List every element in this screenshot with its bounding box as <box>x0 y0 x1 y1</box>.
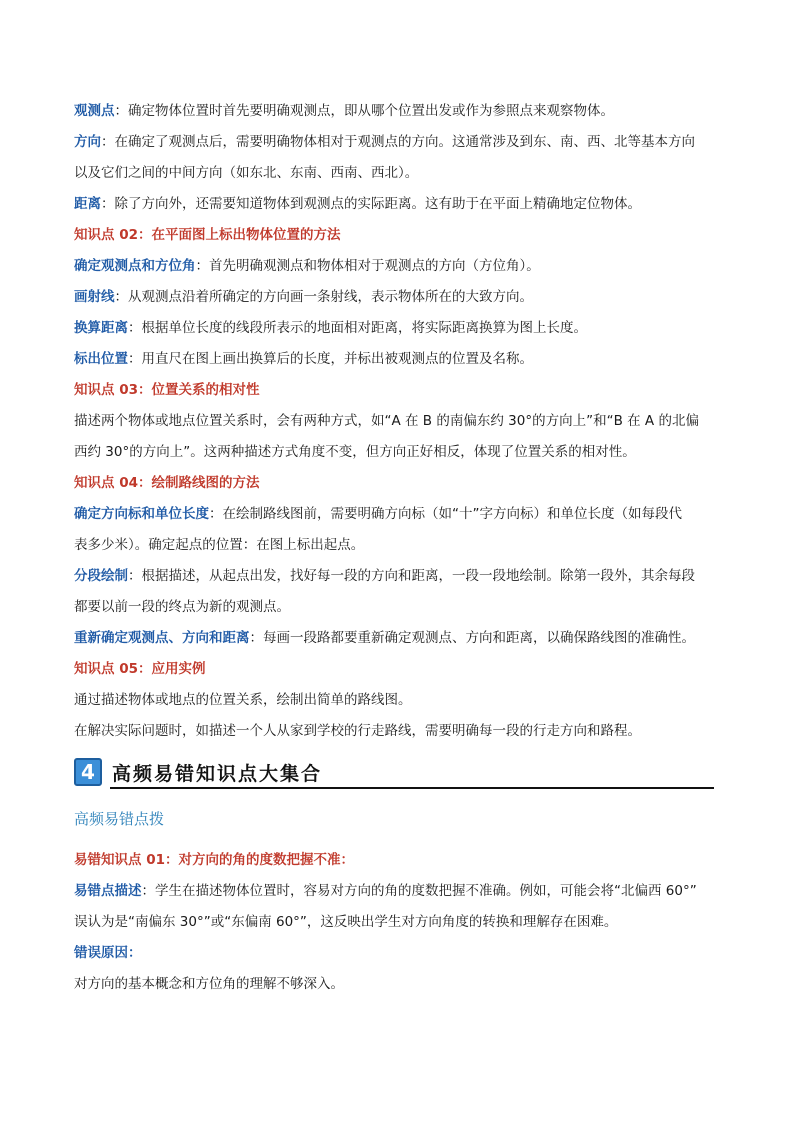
paragraph-mark <box>74 344 724 375</box>
error-point-01: 易错知识点 01：对方向的角的度数把握不准： <box>74 852 354 868</box>
knowledge-point-02: 知识点 02：在平面图上标出物体位置的方法 <box>74 227 341 243</box>
paragraph-segments <box>74 561 724 592</box>
paragraph-observation-point <box>74 96 724 127</box>
section-banner <box>74 755 724 789</box>
term-observation-point: 观测点 <box>74 103 115 119</box>
paragraph-example-2: 在解决实际问题时，如描述一个人从家到学校的行走路线，需要明确每一段的行走方向和路程。 <box>74 723 641 739</box>
term-bearing: 确定观测点和方位角 <box>74 258 196 274</box>
paragraph-compass-cont: 表多少米）。确定起点的位置：在图上标出起点。 <box>74 537 365 553</box>
text: ：首先明确观测点和物体相对于观测点的方向（方位角）。 <box>195 258 540 274</box>
paragraph-ray <box>74 282 724 313</box>
knowledge-point-03: 知识点 03：位置关系的相对性 <box>74 382 260 398</box>
term-error-description: 易错点描述 <box>74 883 142 899</box>
knowledge-point-04: 知识点 04：绘制路线图的方法 <box>74 475 260 491</box>
paragraph-relativity-cont: 西约 30°的方向上”。这两种描述方式角度不变，但方向正好相反，体现了位置关系的相对性。 <box>74 444 636 460</box>
term-mark: 标出位置 <box>74 351 128 367</box>
text: ：确定物体位置时首先要明确观测点，即从哪个位置出发或作为参照点来观察物体。 <box>114 103 614 119</box>
term-error-cause: 错误原因： <box>74 945 142 961</box>
text: ：除了方向外，还需要知道物体到观测点的实际距离。这有助于在平面上精确地定位物体。 <box>101 196 641 212</box>
section-number-badge: 4 <box>74 758 102 786</box>
text: ：用直尺在图上画出换算后的长度，并标出被观测点的位置及名称。 <box>128 351 533 367</box>
paragraph-error-cause-label <box>74 938 724 969</box>
paragraph-direction <box>74 127 724 158</box>
knowledge-point-05: 知识点 05：应用实例 <box>74 661 206 677</box>
text: ：根据描述，从起点出发，找好每一段的方向和距离，一段一段地绘制。除第一段外，其余每段 <box>128 568 695 584</box>
paragraph-relativity: 描述两个物体或地点位置关系时，会有两种方式，如“A 在 B 的南偏东约 30°的方向上”和“B 在 A 的北偏 <box>74 413 699 429</box>
text: ：每画一段路都要重新确定观测点、方向和距离，以确保路线图的准确性。 <box>249 630 695 646</box>
subheading-error-tips: 高频易错点拨 <box>74 810 165 828</box>
term-compass: 确定方向标和单位长度 <box>74 506 209 522</box>
paragraph-example-1: 通过描述物体或地点的位置关系，绘制出简单的路线图。 <box>74 692 412 708</box>
section-underline <box>110 787 714 789</box>
term-redetermine: 重新确定观测点、方向和距离 <box>74 630 250 646</box>
term-segments: 分段绘制 <box>74 568 128 584</box>
text: ：学生在描述物体位置时，容易对方向的角的度数把握不准确。例如，可能会将“北偏西 60°” <box>141 883 697 899</box>
paragraph-compass <box>74 499 724 530</box>
paragraph-error-description-cont: 误认为是“南偏东 30°”或“东偏南 60°”，这反映出学生对方向角度的转换和理解存在困难。 <box>74 914 618 930</box>
text: ：从观测点沿着所确定的方向画一条射线，表示物体所在的大致方向。 <box>114 289 533 305</box>
paragraph-error-description <box>74 876 724 907</box>
text: ：根据单位长度的线段所表示的地面相对距离，将实际距离换算为图上长度。 <box>128 320 587 336</box>
paragraph-segments-cont: 都要以前一段的终点为新的观测点。 <box>74 599 290 615</box>
term-convert: 换算距离 <box>74 320 128 336</box>
document-page <box>74 96 724 1000</box>
term-distance: 距离 <box>74 196 101 212</box>
paragraph-bearing <box>74 251 724 282</box>
paragraph-distance <box>74 189 724 220</box>
paragraph-direction-cont: 以及它们之间的中间方向（如东北、东南、西南、西北）。 <box>74 165 419 181</box>
paragraph-convert <box>74 313 724 344</box>
paragraph-redetermine <box>74 623 724 654</box>
text: ：在确定了观测点后，需要明确物体相对于观测点的方向。这通常涉及到东、南、西、北等基本方向 <box>101 134 695 150</box>
text: ：在绘制路线图前，需要明确方向标（如“十”字方向标）和单位长度（如每段代 <box>209 506 682 522</box>
paragraph-error-cause: 对方向的基本概念和方位角的理解不够深入。 <box>74 976 344 992</box>
term-direction: 方向 <box>74 134 101 150</box>
term-ray: 画射线 <box>74 289 115 305</box>
section-title: 高频易错知识点大集合 <box>112 762 323 785</box>
